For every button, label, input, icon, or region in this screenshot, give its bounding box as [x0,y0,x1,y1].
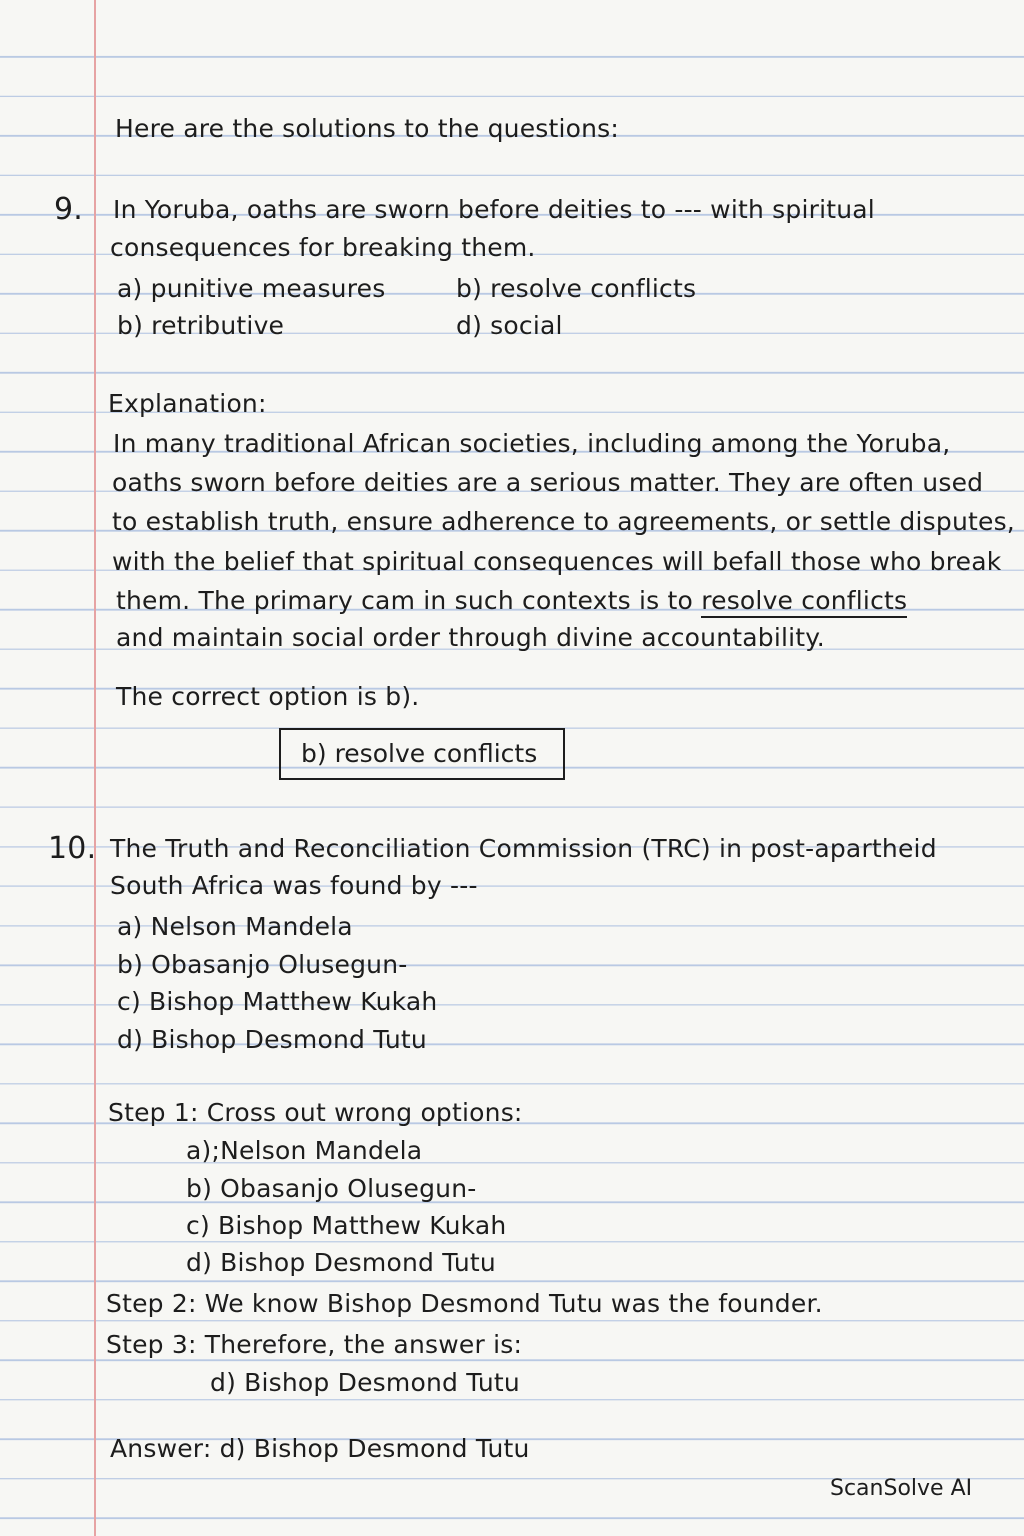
q10-option-b: b) Obasanjo Olusegun- [117,950,408,979]
explanation-line-6: and maintain social order through divine accountability. [116,623,825,652]
q9-option-b-resolve: b) resolve conflicts [456,274,697,303]
explanation-line-5 [116,586,907,615]
explanation-line-3: to establish truth, ensure adherence to agreements, or settle disputes, [112,507,1015,536]
question-9-line-1: In Yoruba, oaths are sworn before deities to --- with spiritual [113,195,875,224]
correct-option-text: The correct option is b). [116,682,420,711]
step-1-option-b: b) Obasanjo Olusegun- [186,1174,477,1203]
q9-option-b-retributive: b) retributive [117,311,285,340]
q10-option-a: a) Nelson Mandela [117,912,353,941]
step-1-option-c: c) Bishop Matthew Kukah [186,1211,507,1240]
q9-option-d: d) social [456,311,563,340]
step-2: Step 2: We know Bishop Desmond Tutu was the founder. [106,1289,823,1318]
question-9-line-2: consequences for breaking them. [110,233,536,262]
explanation-line-1: In many traditional African societies, including among the Yoruba, [113,429,951,458]
question-10-line-1: The Truth and Reconciliation Commission (TRC) in post-apartheid [110,834,937,863]
q10-option-c: c) Bishop Matthew Kukah [117,987,438,1016]
explanation-line-5-text: them. The primary cam in such contexts is to [116,586,694,615]
intro-text: Here are the solutions to the questions: [115,114,620,143]
margin-line [94,0,96,1536]
question-9-number: 9. [54,192,84,227]
final-answer: Answer: d) Bishop Desmond Tutu [110,1434,530,1463]
step-1-option-a: a);Nelson Mandela [186,1136,423,1165]
boxed-answer-text: b) resolve conflicts [301,739,538,768]
question-10-line-2: South Africa was found by --- [110,871,478,900]
q10-option-d: d) Bishop Desmond Tutu [117,1025,427,1054]
step-3: Step 3: Therefore, the answer is: [106,1330,523,1359]
question-10-number: 10. [48,831,97,866]
step-1: Step 1: Cross out wrong options: [108,1098,523,1127]
step-1-option-d: d) Bishop Desmond Tutu [186,1248,496,1277]
explanation-line-4: with the belief that spiritual consequences will befall those who break [112,547,1002,576]
brand-watermark: ScanSolve AI [830,1476,973,1501]
step-3-answer: d) Bishop Desmond Tutu [210,1368,520,1397]
q9-option-a: a) punitive measures [117,274,386,303]
underlined-resolve-conflicts: resolve conflicts [701,586,907,618]
boxed-answer [279,728,565,780]
explanation-line-2: oaths sworn before deities are a serious matter. They are often used [112,468,984,497]
explanation-heading: Explanation: [108,389,267,418]
